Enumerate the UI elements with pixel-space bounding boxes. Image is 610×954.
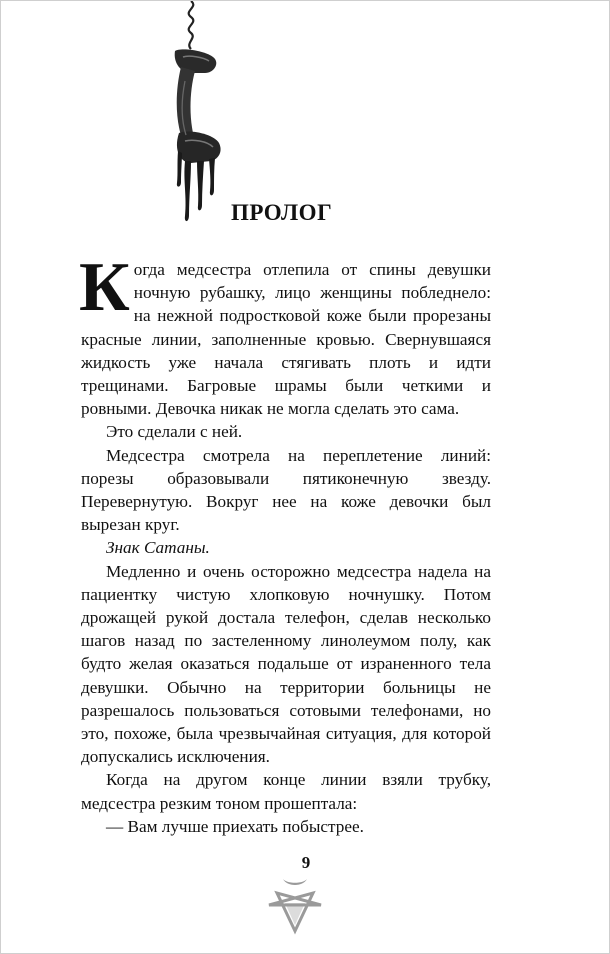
chapter-body — [79, 249, 491, 838]
paragraph-1-text: огда медсестра отлепила от спины девушки ночную рубашку, лицо женщины побледнело: на нежной подростковой коже были прорезаны красные линии, заполненные кровью. Свернувшаяся жидкость уже начала стягивать плоть и идти трещинами. Багровые шрамы были четкими и ровными. Девочка никак не могла сделать это сама. — [81, 260, 491, 419]
paragraph-4: Знак Сатаны. — [106, 538, 210, 558]
paragraph-1 — [79, 249, 491, 420]
bleeding-telephone-handset-icon — [161, 1, 241, 251]
paragraph-3: Медсестра смотрела на переплетение линий: порезы образовывали пятиконечную звезду. Перевернутую. Вокруг нее на коже девочки был вырезан круг. — [81, 445, 491, 535]
drop-cap: К — [79, 249, 130, 326]
paragraph-5: Медленно и очень осторожно медсестра надела на пациентку чистую хлопковую ночнушку. Потом дрожащей рукой достала телефон, сделав несколько шагов назад по застеленному линолеумом полу, как будто желая оказаться подальше от израненного тела девушки. Обычно на территории больницы не разрешалось пользоваться сотовыми телефонами, но это, похоже, была чрезвычайная ситуация, для которой допускались исключения. — [81, 561, 491, 767]
paragraph-2: Это сделали с ней. — [106, 422, 243, 442]
paragraph-6: Когда на другом конце линии взяли трубку, медсестра резким тоном прошептала: — [81, 770, 491, 813]
page-number: 9 — [301, 853, 311, 872]
paragraph-7: — Вам лучше приехать побыстрее. — [106, 816, 364, 836]
chapter-title: ПРОЛОГ — [231, 200, 333, 225]
inverted-pentagram-with-crescent-icon — [263, 873, 327, 935]
